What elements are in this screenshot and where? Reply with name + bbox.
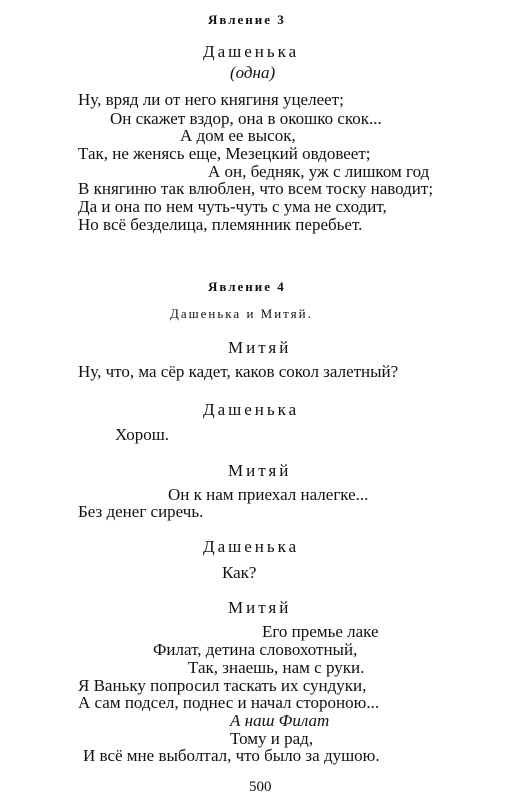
- scene-heading: Явление 3: [208, 12, 286, 27]
- verse-line: Ну, вряд ли от него княгиня уцелеет;: [78, 90, 344, 109]
- verse-line: А сам подсел, поднес и начал стороною...: [78, 693, 380, 712]
- stage-direction: (одна): [230, 63, 276, 82]
- verse-line: Как?: [222, 563, 257, 582]
- speaker-name: Дашенька: [203, 42, 300, 61]
- speaker-name: Митяй: [228, 338, 292, 357]
- verse-line: Так, знаешь, нам с руки.: [188, 658, 365, 677]
- verse-line: Тому и рад,: [230, 729, 314, 748]
- verse-line: А дом ее высок,: [180, 126, 296, 145]
- verse-line: Но всё безделица, племянник перебьет.: [78, 215, 363, 234]
- verse-line: А наш Филат: [230, 711, 330, 730]
- speaker-name: Дашенька: [203, 400, 300, 419]
- page-number: 500: [249, 779, 272, 795]
- speaker-name: Дашенька: [203, 537, 300, 556]
- verse-line: Я Ваньку попросил таскать их сундуки,: [78, 676, 367, 695]
- verse-line: Филат, детина словохотный,: [153, 640, 358, 659]
- scene-heading: Явление 4: [208, 279, 286, 294]
- speaker-name: Митяй: [228, 461, 292, 480]
- verse-line: Да и она по нем чуть-чуть с ума не сходит,: [78, 197, 387, 216]
- verse-line: Без денег сиречь.: [78, 502, 204, 521]
- verse-line: Он скажет вздор, она в окошко скок...: [110, 109, 382, 128]
- verse-line: Он к нам приехал налегке...: [168, 485, 369, 504]
- verse-line: Хорош.: [115, 425, 170, 444]
- verse-line: Его премье лаке: [262, 622, 379, 641]
- character-list: Дашенька и Митяй.: [170, 306, 313, 321]
- speaker-name: Митяй: [228, 598, 292, 617]
- verse-line: Ну, что, ма сёр кадет, каков сокол залетный?: [78, 362, 399, 381]
- verse-line: В княгиню так влюблен, что всем тоску наводит;: [78, 179, 434, 198]
- verse-line: А он, бедняк, уж с лишком год: [208, 162, 430, 181]
- verse-line: Так, не женясь еще, Мезецкий овдовеет;: [78, 144, 371, 163]
- verse-line: И всё мне выболтал, что было за душою.: [83, 746, 380, 765]
